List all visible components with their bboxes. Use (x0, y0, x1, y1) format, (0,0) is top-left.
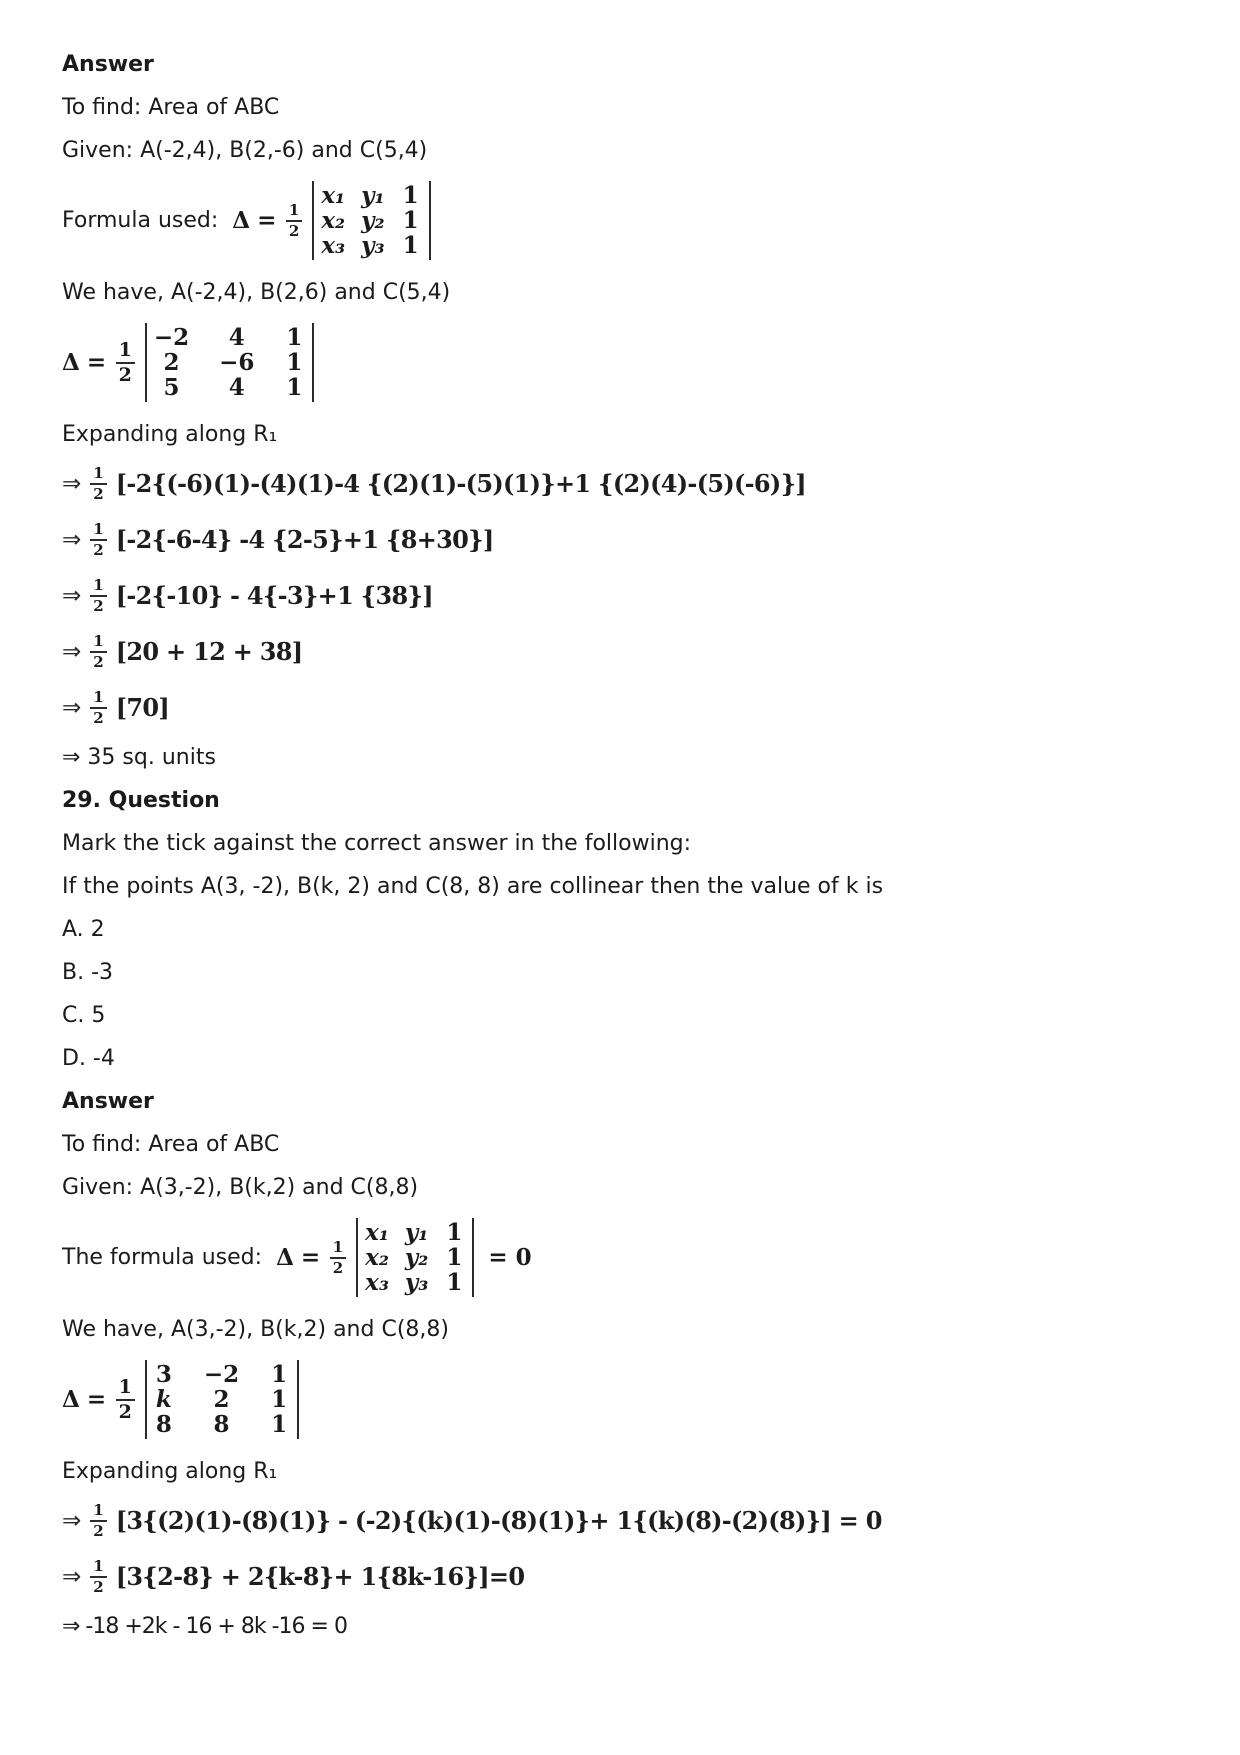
to-find-text-29: To find: Area of ABC (62, 1132, 280, 1157)
implies-arrow: ⇒ (62, 638, 82, 665)
implies-arrow: ⇒ (62, 470, 82, 497)
equation-step-28-2 (62, 521, 1190, 558)
value-determinant-28: −2 4 1 2 −6 1 5 4 1 (145, 323, 315, 402)
option-c: C. 5 (62, 1003, 106, 1028)
equation-step-28-4 (62, 633, 1190, 670)
step-expression: [20 + 12 + 38] (115, 637, 303, 666)
one-half-fraction: $\frac{1}{2}$ (330, 1239, 346, 1276)
step-expression: [-2{-10} - 4{-3}+1 {38}] (115, 581, 433, 610)
equals-zero: = 0 (488, 1244, 532, 1271)
one-half-fraction: $\frac{1}{2}$ (116, 1377, 135, 1423)
delta-equals: Δ = (62, 1386, 106, 1413)
determinant-values-row-28 (62, 323, 1190, 402)
one-half-fraction: $\frac{1}{2}$ (90, 577, 106, 614)
we-have-text-28: We have, A(-2,4), B(2,6) and C(5,4) (62, 280, 451, 305)
step-expression: [-2{(-6)(1)-(4)(1)-4 {(2)(1)-(5)(1)}+1 {(2)(4)-(5)(-6)}] (115, 469, 806, 498)
determinant-values-row-29 (62, 1360, 1190, 1439)
equation-step-28-1 (62, 465, 1190, 502)
delta-equals: Δ = (276, 1244, 320, 1271)
implies-arrow: ⇒ (62, 1507, 82, 1534)
given-text-29: Given: A(3,-2), B(k,2) and C(8,8) (62, 1175, 419, 1200)
step-expression: [3{(2)(1)-(8)(1)} - (-2){(k)(1)-(8)(1)}+ 1{(k)(8)-(2)(8)}] = 0 (115, 1506, 882, 1535)
formula-label-29: The formula used: (62, 1244, 263, 1270)
result-text-28: ⇒ 35 sq. units (62, 745, 216, 770)
result-text-29: ⇒ -18 +2k - 16 + 8k -16 = 0 (62, 1614, 347, 1639)
area-formula-determinant: x₁ y₁ 1 x₂ y₂ 1 x₃ y₃ 1 (356, 1218, 474, 1297)
delta-equals: Δ = (232, 207, 276, 234)
question-instruction-29: Mark the tick against the correct answer in the following: (62, 831, 692, 856)
to-find-text-28: To find: Area of ABC (62, 95, 280, 120)
one-half-fraction: $\frac{1}{2}$ (90, 689, 106, 726)
expanding-text-28: Expanding along R₁ (62, 422, 278, 447)
one-half-fraction: $\frac{1}{2}$ (90, 633, 106, 670)
area-formula-determinant: x₁ y₁ 1 x₂ y₂ 1 x₃ y₃ 1 (312, 181, 430, 260)
implies-arrow: ⇒ (62, 1563, 82, 1590)
value-determinant-29: 3 −2 1 k 2 1 8 8 1 (145, 1360, 299, 1439)
one-half-fraction: $\frac{1}{2}$ (90, 465, 106, 502)
step-expression: [3{2-8} + 2{k-8}+ 1{8k-16}]=0 (115, 1562, 525, 1591)
we-have-text-29: We have, A(3,-2), B(k,2) and C(8,8) (62, 1317, 449, 1342)
formula-used-row-29 (62, 1218, 1190, 1297)
question-heading-29: 29. Question (62, 788, 220, 813)
equation-step-29-1 (62, 1502, 1190, 1539)
one-half-fraction: $\frac{1}{2}$ (116, 340, 135, 386)
implies-arrow: ⇒ (62, 526, 82, 553)
implies-arrow: ⇒ (62, 582, 82, 609)
equation-step-28-5 (62, 689, 1190, 726)
option-d: D. -4 (62, 1046, 115, 1071)
step-expression: [70] (115, 693, 170, 722)
expanding-text-29: Expanding along R₁ (62, 1459, 278, 1484)
one-half-fraction: $\frac{1}{2}$ (286, 202, 302, 239)
option-a: A. 2 (62, 917, 105, 942)
question-text-29: If the points A(3, -2), B(k, 2) and C(8, 8) are collinear then the value of k is (62, 874, 884, 899)
equation-step-28-3 (62, 577, 1190, 614)
formula-used-row-28 (62, 181, 1190, 260)
answer-heading-28: Answer (62, 52, 154, 77)
one-half-fraction: $\frac{1}{2}$ (90, 521, 106, 558)
one-half-fraction: $\frac{1}{2}$ (90, 1558, 106, 1595)
delta-equals: Δ = (62, 349, 106, 376)
option-b: B. -3 (62, 960, 114, 985)
one-half-fraction: $\frac{1}{2}$ (90, 1502, 106, 1539)
given-text-28: Given: A(-2,4), B(2,-6) and C(5,4) (62, 138, 428, 163)
implies-arrow: ⇒ (62, 694, 82, 721)
equation-step-29-2 (62, 1558, 1190, 1595)
formula-label-28: Formula used: (62, 207, 219, 233)
step-expression: [-2{-6-4} -4 {2-5}+1 {8+30}] (115, 525, 494, 554)
answer-heading-29: Answer (62, 1089, 154, 1114)
